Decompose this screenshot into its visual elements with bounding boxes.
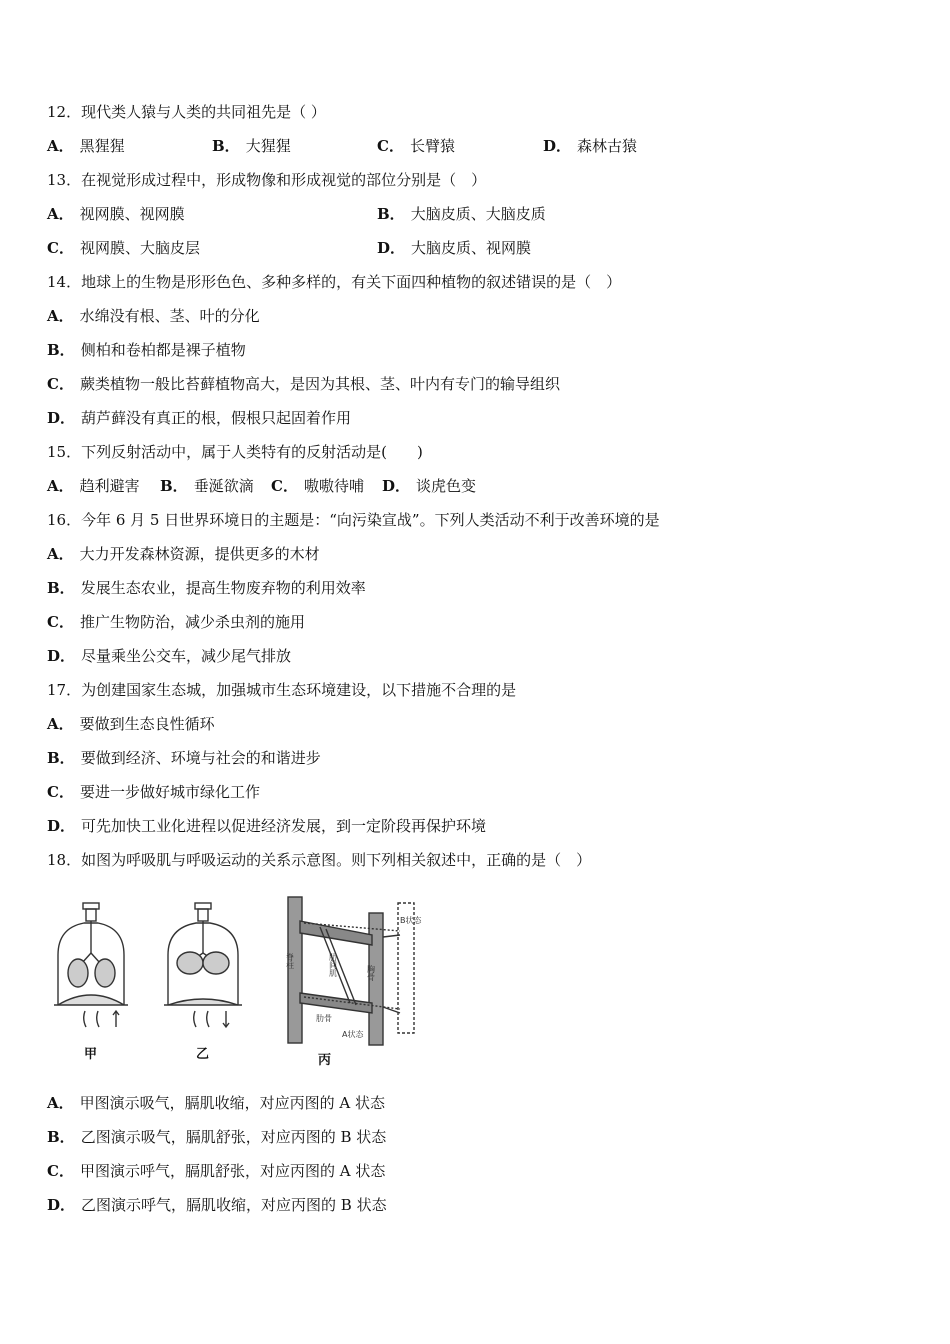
q14-option-d (47, 408, 351, 428)
q17-option-b (47, 748, 321, 768)
q18-option-a (47, 1093, 385, 1113)
rib-diagram-bing (285, 897, 414, 1045)
option-label: D． (377, 239, 406, 257)
q18-stem: 18．如图为呼吸肌与呼吸运动的关系示意图。则下列相关叙述中，正确的是（ ） (47, 851, 592, 869)
option-text: 甲图演示吸气，膈肌收缩，对应丙图的 A 状态 (79, 1094, 386, 1112)
q18-option-b (47, 1127, 386, 1147)
option-text: 推广生物防治，减少杀虫剂的施用 (79, 613, 305, 631)
q17-stem: 17．为创建国家生态城，加强城市生态环境建设，以下措施不合理的是 (47, 681, 517, 699)
q13-option-d (377, 238, 531, 258)
option-text: 谈虎色变 (416, 477, 477, 495)
option-label: A． (47, 137, 74, 155)
q12-option-c (377, 136, 455, 156)
q14-option-a (47, 306, 260, 326)
option-label: D． (47, 1196, 76, 1214)
option-label: B． (47, 579, 75, 597)
option-text: 黑猩猩 (79, 137, 125, 155)
q13-option-b (377, 204, 546, 224)
option-label: D． (47, 409, 76, 427)
q17-option-a (47, 714, 215, 734)
option-label: A． (47, 477, 74, 495)
option-label: A． (47, 307, 74, 325)
bell-jar-jia (54, 903, 128, 1027)
option-label: D． (47, 817, 76, 835)
option-label: B． (47, 341, 75, 359)
breathing-diagram (50, 893, 450, 1068)
option-label: B． (160, 477, 188, 495)
option-label: A． (47, 1094, 74, 1112)
option-label: B． (212, 137, 240, 155)
option-label: C． (271, 477, 298, 495)
q12-option-a (47, 136, 125, 156)
q16-option-b (47, 578, 366, 598)
option-label: B． (47, 749, 75, 767)
caption-jia: 甲 (84, 1047, 98, 1062)
option-label: C． (47, 1162, 74, 1180)
q18-option-d (47, 1195, 387, 1215)
q12-stem: 12．现代类人猿与人类的共同祖先是（ ） (47, 103, 326, 121)
q12-option-d (543, 136, 637, 156)
option-label: B． (377, 205, 405, 223)
option-label: A． (47, 715, 74, 733)
option-text: 侧柏和卷柏都是裸子植物 (80, 341, 246, 359)
q14-option-b (47, 340, 246, 360)
sternum-label: 胸骨 (366, 965, 376, 981)
option-text: 嗷嗷待哺 (303, 477, 364, 495)
q16-option-a (47, 544, 320, 564)
option-text: 趋利避害 (79, 477, 140, 495)
option-text: 可先加快工业化进程以促进经济发展，到一定阶段再保护环境 (81, 817, 487, 835)
option-label: D． (47, 647, 76, 665)
option-text: 大力开发森林资源，提供更多的木材 (79, 545, 320, 563)
q16-stem: 16．今年 6 月 5 日世界环境日的主题是：“向污染宣战”。下列人类活动不利于改善环境的是 (47, 511, 660, 529)
option-text: 垂涎欲滴 (193, 477, 254, 495)
option-label: A． (47, 205, 74, 223)
option-label: C． (47, 239, 74, 257)
option-text: 长臂猿 (409, 137, 455, 155)
option-text: 蕨类植物一般比苔藓植物高大，是因为其根、茎、叶内有专门的输导组织 (79, 375, 560, 393)
q14-stem: 14．地球上的生物是形形色色、多种多样的，有关下面四种植物的叙述错误的是（ ） (47, 273, 622, 291)
option-label: D． (543, 137, 572, 155)
q16-option-d (47, 646, 291, 666)
breathing-diagram-svg (50, 893, 450, 1068)
option-text: 尽量乘坐公交车，减少尾气排放 (81, 647, 292, 665)
option-label: C． (47, 613, 74, 631)
q12-option-b (212, 136, 291, 156)
q15-option-d (382, 476, 476, 496)
q15-stem: 15．下列反射活动中，属于人类特有的反射活动是( ) (47, 443, 423, 461)
q13-option-a (47, 204, 185, 224)
caption-bing: 丙 (318, 1053, 332, 1068)
q13-stem: 13．在视觉形成过程中，形成物像和形成视觉的部位分别是（ ） (47, 171, 487, 189)
a-state-label: A状态 (342, 1030, 364, 1039)
q13-option-c (47, 238, 200, 258)
q15-option-b (160, 476, 254, 496)
option-label: D． (382, 477, 411, 495)
option-text: 葫芦藓没有真正的根，假根只起固着作用 (81, 409, 352, 427)
rib-label: 肋骨 (316, 1014, 332, 1023)
option-label: C． (47, 375, 74, 393)
option-text: 水绵没有根、茎、叶的分化 (79, 307, 260, 325)
q14-option-c (47, 374, 560, 394)
option-text: 要做到生态良性循环 (79, 715, 215, 733)
option-text: 要做到经济、环境与社会的和谐进步 (80, 749, 321, 767)
option-text: 乙图演示吸气，膈肌舒张，对应丙图的 B 状态 (80, 1128, 387, 1146)
option-label: B． (47, 1128, 75, 1146)
q15-option-a (47, 476, 140, 496)
q17-option-d (47, 816, 486, 836)
q15-option-c (271, 476, 364, 496)
option-text: 视网膜、大脑皮层 (79, 239, 200, 257)
option-label: A． (47, 545, 74, 563)
option-label: C． (377, 137, 404, 155)
option-text: 大脑皮质、大脑皮质 (410, 205, 546, 223)
option-text: 乙图演示呼气，膈肌收缩，对应丙图的 B 状态 (81, 1196, 387, 1214)
option-text: 视网膜、视网膜 (79, 205, 185, 223)
option-text: 大猩猩 (245, 137, 291, 155)
option-text: 大脑皮质、视网膜 (411, 239, 532, 257)
q16-option-c (47, 612, 305, 632)
b-state-label: B状态 (400, 916, 422, 925)
q18-option-c (47, 1161, 385, 1181)
option-text: 发展生态农业，提高生物废弃物的利用效率 (80, 579, 366, 597)
bell-jar-yi (164, 903, 242, 1027)
muscle-label: 肋间肌 (328, 953, 338, 977)
option-text: 要进一步做好城市绿化工作 (79, 783, 260, 801)
spine-label: 脊柱 (285, 953, 295, 969)
q17-option-c (47, 782, 260, 802)
option-text: 甲图演示呼气，膈肌舒张，对应丙图的 A 状态 (79, 1162, 386, 1180)
option-text: 森林古猿 (577, 137, 638, 155)
caption-yi: 乙 (196, 1047, 210, 1062)
option-label: C． (47, 783, 74, 801)
